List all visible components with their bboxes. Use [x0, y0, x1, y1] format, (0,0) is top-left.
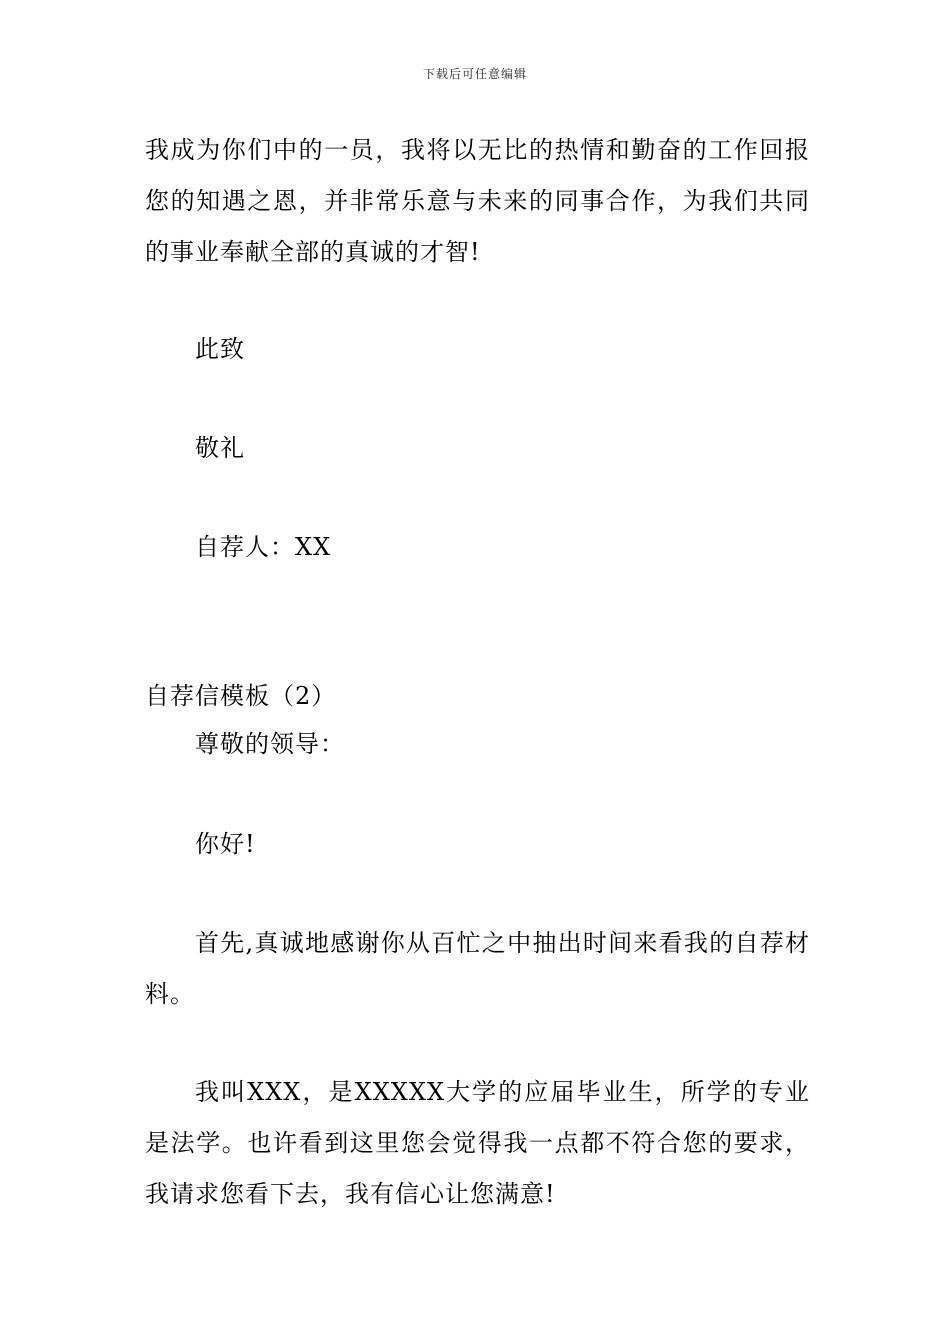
letter1-closing-paragraph: 我成为你们中的一员，我将以无比的热情和勤奋的工作回报您的知遇之恩，并非常乐意与未来的同事合作，为我们共同的事业奉献全部的真诚的才智!	[145, 136, 810, 266]
letter2-hello: 你好!	[195, 830, 256, 858]
letter2-paragraph-2: 我叫XXX，是XXXXX大学的应届毕业生，所学的专业是法学。也许看到这里您会觉得我一点都不符合您的要求，我请求您看下去，我有信心让您满意!	[145, 1078, 810, 1208]
letter2-greeting: 尊敬的领导：	[195, 730, 345, 758]
letter2-paragraph-1: 首先,真诚地感谢你从百忙之中抽出时间来看我的自荐材料。	[145, 929, 810, 1008]
letter1-signature: 自荐人：XX	[195, 533, 332, 561]
letter2-title: 自荐信模板（2）	[145, 682, 337, 710]
letter1-salutation-cizhi: 此致	[195, 335, 245, 363]
page-header-note: 下载后可任意编辑	[422, 67, 527, 81]
letter1-salutation-jingli: 敬礼	[195, 434, 245, 462]
